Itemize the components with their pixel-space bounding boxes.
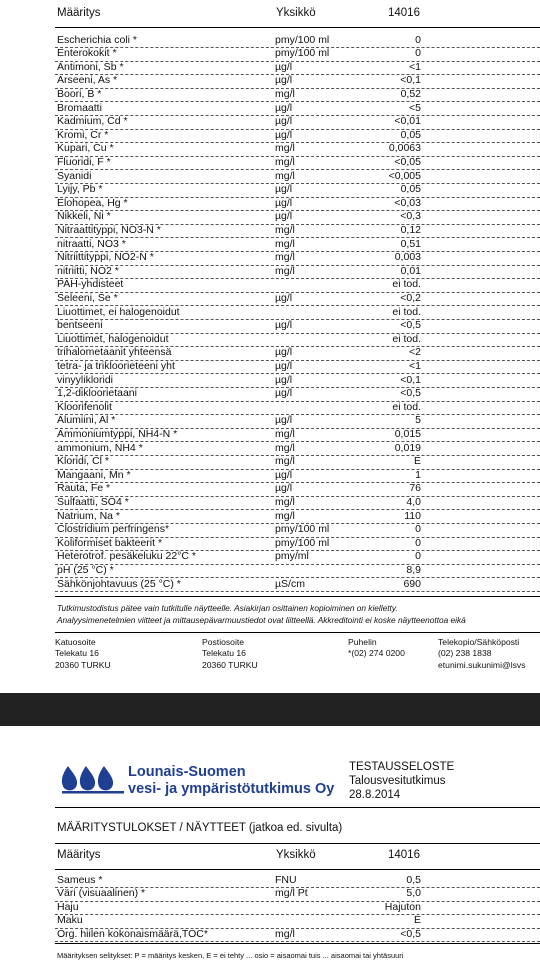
table-row xyxy=(55,469,540,484)
table-row xyxy=(55,170,540,185)
result-value: 0 xyxy=(415,550,421,563)
table-row xyxy=(55,346,540,361)
result-value: 5 xyxy=(415,414,421,427)
table-row xyxy=(55,537,540,552)
unit: µg/l xyxy=(275,196,293,209)
parameter-name: tetra- ja trikloorieteeni yht xyxy=(57,359,175,372)
unit: pmy/100 ml xyxy=(275,33,330,46)
result-value: <2 xyxy=(409,346,421,359)
parameter-name: Clostridium perfringens* xyxy=(57,523,170,536)
unit: mg/l xyxy=(275,169,295,182)
result-value: Hajuton xyxy=(384,900,421,913)
unit: FNU xyxy=(275,873,297,886)
section-rule xyxy=(55,843,540,844)
unit: µg/l xyxy=(275,74,293,87)
parameter-name: Liuottimet, halogenoidut xyxy=(57,332,169,345)
company-name-line-1: Lounais-Suomen xyxy=(128,764,246,780)
disclaimer-line-1: Tutkimustodistus pätee vain tutkitulle näytteelle. Asiakirjan osittainen kopioiminen on kielletty. xyxy=(57,603,398,613)
result-value: <0,1 xyxy=(400,373,421,386)
table-row xyxy=(55,197,540,212)
table-row xyxy=(55,183,540,198)
unit: mg/l xyxy=(275,495,295,508)
header-yksikko: Yksikkö xyxy=(276,849,316,861)
table-row xyxy=(55,47,540,62)
table-bottom-rule xyxy=(55,943,540,944)
table-row xyxy=(55,578,540,593)
unit: µg/l xyxy=(275,346,293,359)
result-value: 0 xyxy=(415,523,421,536)
table-row xyxy=(55,928,540,943)
unit: µg/l xyxy=(275,291,293,304)
table-row xyxy=(55,455,540,470)
footer-line: Telekatu 16 xyxy=(202,648,246,659)
unit: pmy/100 ml xyxy=(275,523,330,536)
result-value: 0 xyxy=(415,33,421,46)
unit: µg/l xyxy=(275,414,293,427)
table-row xyxy=(55,496,540,511)
unit: µg/l xyxy=(275,128,293,141)
table-row xyxy=(55,482,540,497)
result-value: <0,03 xyxy=(394,196,421,209)
result-value: <1 xyxy=(409,359,421,372)
parameter-name: Heterotrof. pesäkeluku 22°C * xyxy=(57,550,197,563)
unit: pmy/ml xyxy=(275,550,309,563)
table-row xyxy=(55,319,540,334)
table-row xyxy=(55,306,540,321)
result-value: 0,01 xyxy=(400,264,421,277)
result-value: 0,52 xyxy=(400,87,421,100)
parameter-name: Nikkeli, Ni * xyxy=(57,210,111,223)
parameter-name: Boori, B * xyxy=(57,87,102,100)
result-value: ei tod. xyxy=(392,332,421,345)
result-value: ei tod. xyxy=(392,278,421,291)
table-row xyxy=(55,265,540,280)
parameter-name: Org. hiilen kokonaismäärä,TOC* xyxy=(57,927,208,940)
unit: µg/l xyxy=(275,482,293,495)
table-row xyxy=(55,61,540,76)
header-maaritys: Määritys xyxy=(57,849,101,861)
parameter-name: Seleeni, Se * xyxy=(57,291,118,304)
result-value: <0,3 xyxy=(400,210,421,223)
unit: mg/l xyxy=(275,264,295,277)
unit: mg/l xyxy=(275,455,295,468)
unit: mg/l Pt xyxy=(275,887,308,900)
result-value: <0,05 xyxy=(394,155,421,168)
table-row xyxy=(55,442,540,457)
table-row xyxy=(55,278,540,293)
result-value: 0,003 xyxy=(394,251,421,264)
parameter-name: 1,2-dikloorietaani xyxy=(57,387,137,400)
table-row xyxy=(55,387,540,402)
footer-label: Telekopio/Sähköposti xyxy=(438,637,520,647)
result-value: 0,05 xyxy=(400,183,421,196)
parameter-name: Arseeni, As * xyxy=(57,74,118,87)
result-value: 110 xyxy=(404,509,421,522)
unit: mg/l xyxy=(275,237,295,250)
parameter-name: Haju xyxy=(57,900,79,913)
parameter-name: Bromaatti xyxy=(57,101,102,114)
parameter-name: Liuottimet, ei halogenoidut xyxy=(57,305,180,318)
unit: mg/l xyxy=(275,251,295,264)
parameter-name: bentseeni xyxy=(57,319,103,332)
unit: mg/l xyxy=(275,142,295,155)
table-row xyxy=(55,115,540,130)
result-value: <0,5 xyxy=(400,927,421,940)
footer-label: Katuosoite xyxy=(55,637,96,647)
parameter-name: Nitriittityppi, NO2-N * xyxy=(57,251,154,264)
result-value: ei tod. xyxy=(392,305,421,318)
result-value: <0,5 xyxy=(400,319,421,332)
parameter-name: Kupari, Cu * xyxy=(57,142,114,155)
footer-line: *(02) 274 0200 xyxy=(348,648,405,659)
result-value: <0,2 xyxy=(400,291,421,304)
table-row xyxy=(55,224,540,239)
result-value: 0,0063 xyxy=(388,142,421,155)
result-value: <0,1 xyxy=(400,74,421,87)
unit: pmy/100 ml xyxy=(275,536,330,549)
table-row xyxy=(55,34,540,49)
result-value: <0,5 xyxy=(400,387,421,400)
result-value: ei tod. xyxy=(392,400,421,413)
result-value: 76 xyxy=(409,482,421,495)
parameter-name: Natrium, Na * xyxy=(57,509,121,522)
result-value: 4,0 xyxy=(406,495,421,508)
footer-line: (02) 238 1838 xyxy=(438,648,492,659)
result-value: 0,5 xyxy=(406,873,421,886)
document-type: TESTAUSSELOSTE xyxy=(349,761,455,773)
header-sample-id: 14016 xyxy=(388,7,420,19)
parameter-name: Ammoniumtyppi, NH4-N * xyxy=(57,427,178,440)
document-date: 28.8.2014 xyxy=(349,789,401,801)
parameter-name: Rauta, Fe * xyxy=(57,482,111,495)
unit: µg/l xyxy=(275,319,293,332)
result-value: 0,019 xyxy=(394,441,421,454)
result-value: 0,015 xyxy=(394,427,421,440)
header-yksikko: Yksikkö xyxy=(276,7,316,19)
table-row xyxy=(55,428,540,443)
table-row xyxy=(55,914,540,929)
table-row xyxy=(55,251,540,266)
result-value: 0 xyxy=(415,536,421,549)
result-value: 1 xyxy=(415,468,421,481)
table-row xyxy=(55,550,540,565)
table-row xyxy=(55,874,540,889)
result-value: E xyxy=(413,914,421,927)
result-value: 0,05 xyxy=(400,128,421,141)
legend-text-cut: Määrityksen selitykset: P = määritys kesken, E = ei tehty ... osio = aisaomai tuis ... aisaomai tai yhtäsuuri xyxy=(57,951,404,960)
header-rule xyxy=(55,27,540,28)
footer-line: 20360 TURKU xyxy=(55,659,111,670)
unit: µg/l xyxy=(275,60,293,73)
unit: µS/cm xyxy=(275,577,305,590)
parameter-name: Sulfaatti, SO4 * xyxy=(57,495,129,508)
unit: mg/l xyxy=(275,441,295,454)
table-row xyxy=(55,564,540,579)
page-gap xyxy=(0,693,540,726)
unit: µg/l xyxy=(275,359,293,372)
unit: µg/l xyxy=(275,373,293,386)
parameter-name: trihalometaanit yhteensä xyxy=(57,346,172,359)
parameter-name: Nitraattityppi, NO3-N * xyxy=(57,223,161,236)
table-row xyxy=(55,142,540,157)
unit: µg/l xyxy=(275,210,293,223)
parameter-name: ammonium, NH4 * xyxy=(57,441,143,454)
unit: mg/l xyxy=(275,927,295,940)
table-row xyxy=(55,102,540,117)
company-logo-icon xyxy=(60,762,126,796)
parameter-name: Alumiini, Al * xyxy=(57,414,116,427)
table-bottom-rule xyxy=(55,596,540,597)
result-value: 690 xyxy=(403,577,421,590)
footer-rule xyxy=(55,632,540,633)
unit: mg/l xyxy=(275,223,295,236)
result-value: <1 xyxy=(409,60,421,73)
parameter-name: Maku xyxy=(57,914,83,927)
document-page-2 xyxy=(0,726,540,960)
parameter-name: Syanidi xyxy=(57,169,92,182)
parameter-name: Kloridi, Cl * xyxy=(57,455,109,468)
parameter-name: Väri (visuaalinen) * xyxy=(57,887,146,900)
table-row xyxy=(55,88,540,103)
unit: µg/l xyxy=(275,115,293,128)
table-row xyxy=(55,523,540,538)
parameter-name: nitriitti, NO2 * xyxy=(57,264,119,277)
table-row xyxy=(55,401,540,416)
footer-label: Postiosoite xyxy=(202,637,245,647)
parameter-name: Enterokokit * xyxy=(57,47,117,60)
parameter-name: nitraatti, NO3 * xyxy=(57,237,126,250)
unit: mg/l xyxy=(275,87,295,100)
table-row xyxy=(55,292,540,307)
table-row xyxy=(55,374,540,389)
parameter-name: Kadmium, Cd * xyxy=(57,115,128,128)
parameter-name: Kromi, Cr * xyxy=(57,128,109,141)
footer-line: Telekatu 16 xyxy=(55,648,99,659)
parameter-name: Fluoridi, F * xyxy=(57,155,111,168)
unit: mg/l xyxy=(275,427,295,440)
footer-street-address xyxy=(55,637,111,671)
result-value: 0 xyxy=(415,47,421,60)
unit: µg/l xyxy=(275,387,293,400)
footer-label: Puhelin xyxy=(348,637,377,647)
result-value: 5,0 xyxy=(406,887,421,900)
document-subtitle: Talousvesitutkimus xyxy=(349,775,446,787)
parameter-name: Elohopea, Hg * xyxy=(57,196,128,209)
footer-postal-address xyxy=(202,637,258,671)
parameter-name: Escherichia coli * xyxy=(57,33,137,46)
table-row xyxy=(55,901,540,916)
footer-email[interactable]: etunimi.sukunimi@lsvs xyxy=(438,659,526,670)
table-row xyxy=(55,360,540,375)
unit: mg/l xyxy=(275,509,295,522)
header-rule xyxy=(55,869,540,870)
footer-line: 20360 TURKU xyxy=(202,659,258,670)
logo-rule xyxy=(55,807,540,808)
parameter-name: Antimoni, Sb * xyxy=(57,60,124,73)
table-row xyxy=(55,238,540,253)
parameter-name: PAH-yhdisteet xyxy=(57,278,124,291)
table-row xyxy=(55,887,540,902)
table-row xyxy=(55,74,540,89)
parameter-name: Kloorifenolit xyxy=(57,400,112,413)
footer-fax-email xyxy=(438,637,526,671)
unit: mg/l xyxy=(275,155,295,168)
table-row xyxy=(55,510,540,525)
parameter-name: pH (25 °C) * xyxy=(57,563,114,576)
result-value: <0,01 xyxy=(394,115,421,128)
parameter-name: Lyijy, Pb * xyxy=(57,183,103,196)
company-name-line-2: vesi- ja ympäristötutkimus Oy xyxy=(128,781,335,797)
parameter-name: vinyylikloridi xyxy=(57,373,114,386)
result-value: 0,12 xyxy=(400,223,421,236)
header-maaritys: Määritys xyxy=(57,7,101,19)
table-row xyxy=(55,333,540,348)
parameter-name: Sameus * xyxy=(57,873,103,886)
footer-phone xyxy=(348,637,405,660)
unit: µg/l xyxy=(275,101,293,114)
result-value: 0,51 xyxy=(400,237,421,250)
result-value: <0,005 xyxy=(388,169,421,182)
unit: µg/l xyxy=(275,468,293,481)
table-row xyxy=(55,210,540,225)
unit: pmy/100 ml xyxy=(275,47,330,60)
result-value: E xyxy=(413,455,421,468)
parameter-name: Koliformiset bakteerit * xyxy=(57,536,163,549)
result-value: 8,9 xyxy=(406,563,421,576)
result-value: <5 xyxy=(409,101,421,114)
section-title: MÄÄRITYSTULOKSET / NÄYTTEET (jatkoa ed. sivulta) xyxy=(57,822,343,834)
table-row xyxy=(55,129,540,144)
table-row xyxy=(55,156,540,171)
table-row xyxy=(55,414,540,429)
parameter-name: Sähkönjohtavuus (25 °C) * xyxy=(57,577,181,590)
parameter-name: Mangaani, Mn * xyxy=(57,468,131,481)
unit: µg/l xyxy=(275,183,293,196)
header-sample-id: 14016 xyxy=(388,849,420,861)
disclaimer-line-2: Analyysimenetelmien viitteet ja mittausepävarmuustiedot ovat liitteellä. Akkreditointi ei koske näytteenottoa eikä xyxy=(57,615,466,625)
